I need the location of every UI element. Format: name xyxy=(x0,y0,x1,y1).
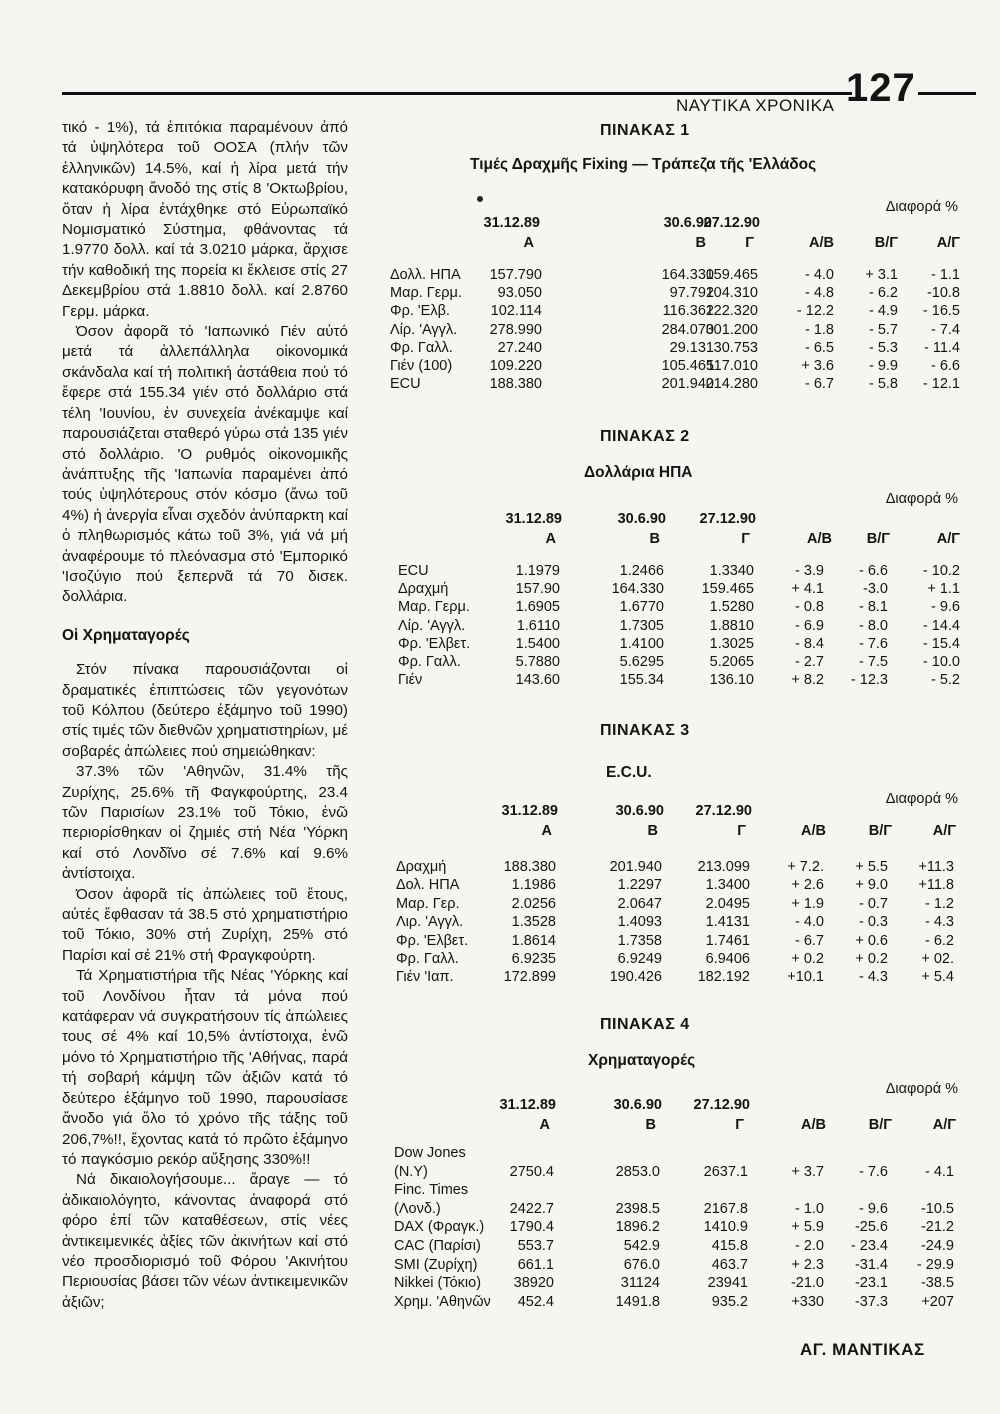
table-cell: 116.362 xyxy=(662,303,714,320)
table-cell: 105.465 xyxy=(661,358,714,374)
column-date-header: 27.12.90 xyxy=(699,511,756,527)
table-cell: - 4.1 xyxy=(924,1163,954,1180)
row-label: Μαρ. Γερ. xyxy=(396,895,460,912)
table-cell: 214.280 xyxy=(705,376,758,393)
table-cell: - 6.6 xyxy=(858,563,888,579)
table-cell: 278.990 xyxy=(489,321,542,338)
table-cell: - 6.7 xyxy=(804,376,834,393)
table-cell: 1.1979 xyxy=(515,563,560,579)
table-cell: 1.3528 xyxy=(511,914,556,931)
row-label: Nikkei (Τόκιο) xyxy=(394,1275,482,1292)
table-cell: + 0.6 xyxy=(855,932,888,949)
magazine-title: ΝΑΥΤΙΚΑ ΧΡΟΝΙΚΑ xyxy=(676,96,835,115)
table-4-title: ΠΙΝΑΚΑΣ 4 xyxy=(600,1016,690,1033)
table-cell: 1.4100 xyxy=(619,635,664,652)
table-cell: 452.4 xyxy=(517,1293,554,1310)
column-letter-header: Γ xyxy=(735,1117,744,1133)
table-4 xyxy=(390,1074,970,1314)
column-letter-header: Β xyxy=(647,823,658,839)
table-cell: - 14.4 xyxy=(922,617,960,634)
table-cell: 6.9406 xyxy=(705,951,750,967)
table-cell: 1790.4 xyxy=(509,1219,554,1236)
column-ratio-header: Β/Γ xyxy=(868,1117,892,1133)
table-cell: 661.1 xyxy=(517,1256,554,1273)
column-ratio-header: Α/Γ xyxy=(936,235,960,251)
table-cell: 136.10 xyxy=(709,672,754,689)
table-cell: 155.34 xyxy=(619,672,664,689)
table-cell: 2.0647 xyxy=(617,895,662,912)
column-date-header: 27.12.90 xyxy=(695,803,752,819)
row-label: Λιρ. 'Αγγλ. xyxy=(396,914,464,931)
row-label: Δραχμή xyxy=(398,581,449,598)
table-cell: - 4.0 xyxy=(804,267,834,283)
row-label: DAX (Φραγκ.) xyxy=(394,1219,485,1236)
table-cell: 1.3025 xyxy=(709,635,754,652)
table-cell: + 02. xyxy=(921,951,954,967)
table-cell: 301.200 xyxy=(705,321,758,338)
table-cell: + 3.7 xyxy=(791,1163,824,1180)
row-label: Φρ. Γαλλ. xyxy=(398,654,461,670)
table-cell: 109.220 xyxy=(489,358,542,374)
table-cell: - 12.2 xyxy=(796,303,834,320)
table-cell: -31.4 xyxy=(854,1256,888,1273)
row-label: Χρημ. 'Αθηνῶν xyxy=(394,1293,491,1310)
table-cell: 201.940 xyxy=(661,376,714,393)
table-cell: - 6.2 xyxy=(924,932,954,949)
table-cell: 1.6905 xyxy=(515,599,560,616)
table-cell: + 1.1 xyxy=(927,581,960,598)
column-date-header: 30.6.90 xyxy=(617,511,666,527)
table-cell: -38.5 xyxy=(920,1275,954,1292)
table-cell: 23941 xyxy=(707,1275,748,1292)
table-cell: 30.753 xyxy=(713,339,758,356)
row-label: Λίρ. 'Αγγλ. xyxy=(390,321,458,338)
table-cell: - 0.3 xyxy=(858,914,888,931)
table-cell: 122.320 xyxy=(705,303,758,320)
table-cell: 1.3340 xyxy=(709,563,754,579)
table-cell: 5.7880 xyxy=(515,654,560,670)
table-cell: - 8.4 xyxy=(794,635,824,652)
row-label: Finc. Times xyxy=(394,1182,469,1199)
table-cell: 2398.5 xyxy=(615,1200,660,1217)
table-cell: - 7.5 xyxy=(858,654,888,670)
column-date-header: 27.12.90 xyxy=(703,215,760,231)
table-cell: 1.3400 xyxy=(705,877,750,894)
column-ratio-header: Α/Β xyxy=(801,823,826,839)
table-4-subtitle: Χρηματαγορές xyxy=(588,1052,696,1069)
table-cell: 415.8 xyxy=(711,1238,748,1254)
table-cell: - 10.0 xyxy=(922,654,960,670)
table-cell: 1.4131 xyxy=(705,914,750,931)
table-cell: - 2.7 xyxy=(794,654,824,670)
table-cell: - 12.1 xyxy=(922,376,960,393)
table-cell: - 6.7 xyxy=(794,932,824,949)
header-rule xyxy=(62,92,852,95)
table-cell: - 8.0 xyxy=(858,617,888,634)
table-cell: + 3.6 xyxy=(801,358,834,374)
column-letter-header: Β xyxy=(649,531,660,547)
table-cell: - 0.8 xyxy=(794,599,824,616)
table-cell: 213.099 xyxy=(697,859,750,875)
table-cell: + 5.4 xyxy=(921,969,954,986)
table-3-subtitle: E.C.U. xyxy=(606,764,652,781)
row-label: Γιέν 'Ιαπ. xyxy=(396,969,454,986)
column-date-header: 31.12.89 xyxy=(501,803,558,819)
row-label: Λίρ. 'Αγγλ. xyxy=(398,617,466,634)
table-cell: 1.2297 xyxy=(617,877,662,894)
table-cell: -37.3 xyxy=(854,1293,888,1310)
table-cell: 2.0256 xyxy=(511,895,556,912)
table-cell: 2.0495 xyxy=(705,895,750,912)
row-label: Δολλ. ΗΠΑ xyxy=(390,267,461,283)
diff-percent-label: Διαφορά % xyxy=(885,199,958,215)
table-cell: 157.790 xyxy=(489,267,542,283)
table-cell: -21.2 xyxy=(920,1219,954,1236)
row-label: (Λονδ.) xyxy=(394,1200,441,1217)
row-label: Φρ. Γαλλ. xyxy=(396,951,459,967)
table-cell: 1.5400 xyxy=(515,635,560,652)
table-cell: 1.7305 xyxy=(619,617,664,634)
table-cell: -10.5 xyxy=(920,1200,954,1217)
table-cell: 164.330 xyxy=(661,267,714,283)
table-cell: 117.010 xyxy=(706,358,758,374)
table-cell: - 7.6 xyxy=(858,1163,888,1180)
table-cell: 2422.7 xyxy=(509,1200,554,1217)
table-cell: + 0.2 xyxy=(855,951,888,967)
table-cell: - 5.8 xyxy=(868,376,898,393)
table-cell: 553.7 xyxy=(517,1238,554,1254)
column-letter-header: Α xyxy=(545,531,556,547)
paragraph: Όσον ἀφορᾶ τό 'Ιαπωνικό Γιέν αὐτό μετά τά ἀλλεπάλληλα οἰκονομικά σκάνδαλα καί τή πολιτική ἀστάθεια πού τό ἔφερε στά 155.34 γιέν στό δολλάριο στά τέλη 'Ιουνίου, ἐν συνεχεία ἀνέκαμψε καί παρουσιάζεται σταθερό γύρω στά 135 γιέν στό δολλάριο. 'Ο ρυθμός οἰκονομικῆς ἀνάπτυξης τῆς 'Ιαπωνία παραμένει ἀπό τούς ὑψηλότερους στόν κόσμο (ἄνω τοῦ 4%) ἡ ἀνεργία εἶναι σχεδόν ἀνύπαρκτη καί ὁ πληθωρισμός κάτω τοῦ 3%, γιά νά μή ἀναφέρουμε τό πλεόνασμα στό 'Εμπορικό 'Ισοζύγιο πού ξεπερνᾶ τά 70 δισεκ. δολλάρια. xyxy=(62,323,348,606)
table-cell: 1491.8 xyxy=(615,1293,660,1310)
row-label: (N.Y) xyxy=(394,1163,428,1180)
column-date-header: 30.6.90 xyxy=(613,1097,662,1113)
table-cell: 164.330 xyxy=(611,581,664,598)
row-label: Φρ. Γαλλ. xyxy=(390,339,453,356)
table-cell: -10.8 xyxy=(926,285,960,302)
table-cell: 1.6770 xyxy=(619,599,664,616)
table-cell: 143.60 xyxy=(515,672,560,689)
table-cell: 5.6295 xyxy=(619,654,664,670)
table-cell: + 1.9 xyxy=(791,895,824,912)
table-cell: - 9.6 xyxy=(858,1200,888,1217)
column-letter-header: Γ xyxy=(741,531,750,547)
article-text-column xyxy=(62,118,348,1313)
table-cell: 93.050 xyxy=(497,285,542,302)
table-3 xyxy=(390,786,970,996)
row-label: Dow Jones xyxy=(394,1145,466,1161)
column-letter-header: Α xyxy=(541,823,552,839)
table-cell: - 2.0 xyxy=(794,1238,824,1254)
paragraph: Στόν πίνακα παρουσιάζονται οἱ δραματικές ἐπιπτώσεις τῶν γεγονότων τοῦ Κόλπου (δεύτερο ἑξάμηνο τοῦ 1990) στίς τιμές τῶν διεθνῶν χρηματιστηρίων, μέ σοβαρές ἀπώλειες πού σημειώθηκαν: xyxy=(62,661,348,760)
table-cell: 2853.0 xyxy=(615,1163,660,1180)
column-letter-header: Γ xyxy=(737,823,746,839)
table-cell: 102.114 xyxy=(490,303,542,320)
table-cell: +11.3 xyxy=(918,859,954,875)
column-ratio-header: Α/Β xyxy=(807,531,832,547)
table-cell: 463.7 xyxy=(711,1256,748,1273)
table-cell: - 3.9 xyxy=(794,563,824,579)
paragraph: τικό - 1%), τά ἐπιτόκια παραμένουν ἀπό τά ὑψηλότερα τοῦ ΟΟΣΑ (πλήν τῶν ἑλληνικῶν) 14.5%, καί ἡ λίρα μετά τήν κατακόρυφη ἄνοδό της στίς 8 'Οκτωβρίου, ὅταν ἡ λίρα ἐντάχθηκε στό Εὐρωπαϊκό Νομισματικό Σύστημα, φθάνοντας τά 1.9770 δολλ. καί τά 3.0210 μάρκα, ἄρχισε τήν καθοδική της πορεία κι ἔκλεισε στίς 27 Δεκεμβρίου στά 1.8810 δολλ. καί 2.8760 Γερμ. μάρκα. xyxy=(62,119,348,320)
row-label: ECU xyxy=(398,563,429,579)
table-cell: 201.940 xyxy=(609,859,662,875)
column-date-header: 31.12.89 xyxy=(505,511,562,527)
table-1-subtitle: Τιμές Δραχμῆς Fixing — Τράπεζα τῆς 'Ελλάδος xyxy=(470,156,817,173)
table-cell: - 5.7 xyxy=(868,321,898,338)
author-signature: ΑΓ. ΜΑΝΤΙΚΑΣ xyxy=(800,1340,925,1359)
row-label: Φρ. 'Ελβετ. xyxy=(398,635,471,652)
table-cell: 676.0 xyxy=(623,1256,660,1273)
row-label: Γιέν xyxy=(398,672,423,689)
column-date-header: 30.6.90 xyxy=(663,215,712,231)
column-letter-header: Α xyxy=(539,1117,550,1133)
table-cell: 190.426 xyxy=(609,969,662,986)
table-cell: + 4.1 xyxy=(791,581,824,598)
table-2 xyxy=(390,486,970,696)
diff-percent-label: Διαφορά % xyxy=(885,1081,958,1097)
table-cell: - 15.4 xyxy=(922,635,960,652)
table-cell: + 2.6 xyxy=(791,877,824,894)
row-label: Μαρ. Γερμ. xyxy=(390,285,462,302)
table-cell: 104.310 xyxy=(705,285,758,302)
table-cell: 1410.9 xyxy=(703,1219,748,1236)
table-cell: 159.465 xyxy=(705,267,758,283)
column-ratio-header: Α/Β xyxy=(809,235,834,251)
table-cell: 284.070 xyxy=(661,321,714,338)
table-cell: +330 xyxy=(791,1293,824,1310)
table-cell: 188.380 xyxy=(503,859,556,875)
table-cell: + 7.2. xyxy=(787,859,824,875)
row-label: CAC (Παρίσι) xyxy=(394,1238,481,1254)
table-cell: - 5.2 xyxy=(930,672,960,689)
diff-percent-label: Διαφορά % xyxy=(885,491,958,507)
table-cell: + 5.5 xyxy=(855,859,888,875)
table-cell: 182.192 xyxy=(697,969,750,986)
table-cell: 2750.4 xyxy=(509,1163,554,1180)
table-cell: - 9.9 xyxy=(868,358,898,374)
table-cell: - 1.8 xyxy=(804,321,834,338)
table-cell: - 6.6 xyxy=(930,358,960,374)
column-ratio-header: Α/Γ xyxy=(932,823,956,839)
table-cell: 1.7358 xyxy=(617,932,662,949)
row-label: Δραχμή xyxy=(396,859,447,875)
column-letter-header: Γ xyxy=(745,235,754,251)
table-1-title: ΠΙΝΑΚΑΣ 1 xyxy=(600,122,690,139)
row-label: Μαρ. Γερμ. xyxy=(398,599,470,616)
paragraph: 37.3% τῶν 'Αθηνῶν, 31.4% τῆς Ζυρίχης, 25.6% τῆ Φαγκφούρτης, 23.4 τῶν Παρισίων 23.1% τοῦ Τόκιο, ἐνῶ περιορίσθηκαν οἱ ζημιές στή Νέα 'Υόρκη καί στό Λονδῖνο σέ 7.6% καί 9.6% ἀντίστοιχα. xyxy=(62,763,348,883)
table-cell: + 9.0 xyxy=(855,877,888,894)
column-letter-header: Β xyxy=(645,1117,656,1133)
table-cell: +207 xyxy=(921,1293,954,1310)
table-cell: 29.131 xyxy=(669,339,714,356)
diff-percent-label: Διαφορά % xyxy=(885,791,958,807)
column-ratio-header: Β/Γ xyxy=(874,235,898,251)
table-cell: - 6.9 xyxy=(794,617,824,634)
table-cell: - 23.4 xyxy=(850,1238,888,1254)
row-label: Φρ. 'Ελβετ. xyxy=(396,932,469,949)
table-cell: - 4.3 xyxy=(858,969,888,986)
table-cell: 1.8614 xyxy=(511,932,556,949)
table-1 xyxy=(390,190,970,400)
table-cell: -3.0 xyxy=(863,581,888,598)
row-label: Δολ. ΗΠΑ xyxy=(396,877,460,894)
table-cell: +11.8 xyxy=(918,877,954,894)
table-cell: - 0.7 xyxy=(858,895,888,912)
table-cell: 2637.1 xyxy=(703,1163,748,1180)
table-cell: -21.0 xyxy=(790,1275,824,1292)
table-cell: 31124 xyxy=(620,1275,660,1292)
table-cell: + 8.2 xyxy=(791,672,824,689)
table-cell: - 1.2 xyxy=(924,895,954,912)
page-number: 127 xyxy=(846,66,916,110)
table-cell: 1.4093 xyxy=(617,914,662,931)
table-cell: 1.2466 xyxy=(619,563,664,579)
section-heading: Οἱ Χρηματαγορές xyxy=(62,626,190,644)
table-cell: 2167.8 xyxy=(703,1200,748,1217)
paragraph: Τά Χρηματιστήρια τῆς Νέας 'Υόρκης καί τοῦ Λονδίνου ἦταν τά μόνα πού κατάφεραν νά συγκρατήσουν τίς ἀπώλειες τους σέ 4% καί 10,5% ἀντίστοιχα, ἐνῶ μόνο τό Χρηματιστήριο τῆς 'Αθήνας, παρά τή σοβαρή κάμψη τῶν ἀξιῶν κατά τό δεύτερο ἑξάμηνο τοῦ 1990, παρουσίασε ἄνοδο γιά ὅλο τό χρόνο τῆς τάξης τοῦ 206,7%!!, ἔχοντας κατά τό πρῶτο ἑξάμηνο τό παγκόσμιο ρεκόρ αὔξησης 330%!! xyxy=(62,967,348,1168)
table-cell: 38920 xyxy=(513,1275,554,1292)
table-cell: - 4.0 xyxy=(794,914,824,931)
table-cell: 97.792 xyxy=(669,285,714,302)
table-cell: 157.90 xyxy=(515,581,560,598)
header-rule-right xyxy=(918,92,976,95)
table-cell: - 4.9 xyxy=(868,303,898,320)
table-cell: 935.2 xyxy=(711,1293,748,1310)
table-cell: 159.465 xyxy=(701,581,754,598)
column-date-header: 31.12.89 xyxy=(499,1097,556,1113)
table-cell: - 5.3 xyxy=(868,339,898,356)
paragraph: Όσον ἀφορᾶ τίς ἀπώλειες τοῦ ἔτους, αὐτές ἔφθασαν τά 38.5 στό χρηματιστήριο τοῦ Τόκιο, 30% στή Ζυρίχη, 25% στό Παρίσι καί σέ 21% στή Φραγκφούρτη. xyxy=(62,885,348,964)
table-cell: 172.899 xyxy=(503,969,556,986)
column-ratio-header: Β/Γ xyxy=(866,531,890,547)
row-label: Φρ. 'Ελβ. xyxy=(390,303,450,320)
table-cell: - 10.2 xyxy=(922,563,960,579)
table-cell: - 4.8 xyxy=(804,285,834,302)
table-cell: -25.6 xyxy=(854,1219,888,1236)
table-cell: -24.9 xyxy=(920,1238,954,1254)
table-cell: 1.1986 xyxy=(511,877,556,894)
column-date-header: 30.6.90 xyxy=(615,803,664,819)
table-cell: 1.7461 xyxy=(705,932,750,949)
table-cell: 1896.2 xyxy=(615,1219,660,1236)
table-2-title: ΠΙΝΑΚΑΣ 2 xyxy=(600,428,690,445)
table-cell: - 7.4 xyxy=(930,321,960,338)
table-cell: 6.9249 xyxy=(617,951,662,967)
table-cell: - 29.9 xyxy=(916,1256,954,1273)
table-cell: +10.1 xyxy=(787,969,824,986)
table-cell: 188.380 xyxy=(489,376,542,393)
column-ratio-header: Α/Γ xyxy=(936,531,960,547)
table-cell: + 2.3 xyxy=(791,1256,824,1273)
table-cell: 1.6110 xyxy=(516,617,560,634)
table-cell: 1.5280 xyxy=(709,599,754,616)
row-label: ECU xyxy=(390,376,421,393)
table-cell: -23.1 xyxy=(854,1275,888,1292)
row-label: SMI (Ζυρίχη) xyxy=(394,1256,478,1273)
table-cell: + 5.9 xyxy=(791,1219,824,1236)
column-date-header: 27.12.90 xyxy=(693,1097,750,1113)
table-3-title: ΠΙΝΑΚΑΣ 3 xyxy=(600,722,690,739)
table-cell: - 16.5 xyxy=(922,303,960,320)
column-ratio-header: Α/Β xyxy=(801,1117,826,1133)
table-cell: - 1.1 xyxy=(930,267,960,283)
table-cell: - 6.2 xyxy=(868,285,898,302)
table-2-subtitle: Δολλάρια ΗΠΑ xyxy=(584,464,693,481)
paragraph: Νά δικαιολογήσουμε... ἄραγε — τό ἀδικαιολόγητο, κάνοντας ἀναφορά στό φόρο ἐπί τῶν καταθέσεων, στίς νέες ἀντικειμενικές ἀξίες τῶν ἀκινήτων καί στό νέο προσδιορισμό τοῦ Φόρου 'Ακινήτου Περιουσίας βάσει τῶν νέων ἀντικειμενικῶν ἀξιῶν; xyxy=(62,1171,348,1311)
table-cell: 5.2065 xyxy=(709,654,754,670)
table-cell: - 12.3 xyxy=(850,672,888,689)
table-cell: + 0.2 xyxy=(791,951,824,967)
table-cell: - 7.6 xyxy=(858,635,888,652)
table-cell: - 8.1 xyxy=(858,599,888,616)
table-cell: 27.240 xyxy=(497,339,542,356)
table-cell: - 1.0 xyxy=(794,1200,824,1217)
table-cell: - 11.4 xyxy=(923,339,960,356)
column-letter-header: Β xyxy=(695,235,706,251)
column-letter-header: Α xyxy=(523,235,534,251)
column-ratio-header: Α/Γ xyxy=(932,1117,956,1133)
row-label: Γιέν (100) xyxy=(390,358,453,374)
table-cell: 1.8810 xyxy=(709,617,754,634)
table-cell: - 9.6 xyxy=(930,599,960,616)
table-cell: - 4.3 xyxy=(924,914,954,931)
table-cell: 542.9 xyxy=(623,1238,660,1254)
column-date-header: 31.12.89 xyxy=(483,215,540,231)
table-cell: + 3.1 xyxy=(865,267,898,283)
table-cell: - 6.5 xyxy=(804,339,834,356)
table-cell: 6.9235 xyxy=(511,951,556,967)
column-ratio-header: Β/Γ xyxy=(868,823,892,839)
